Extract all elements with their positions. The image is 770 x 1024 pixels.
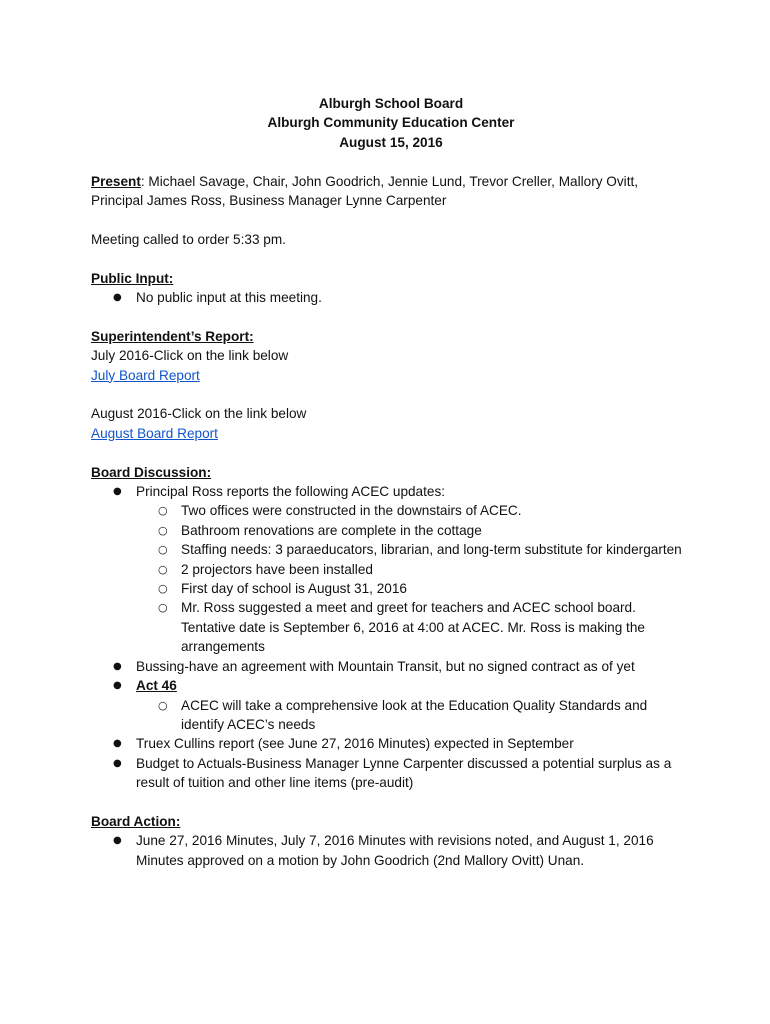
board-action-list	[91, 831, 691, 870]
list-item: ● Bussing-have an agreement with Mountain Transit, but no signed contract as of yet	[91, 657, 691, 676]
document-header	[91, 94, 691, 152]
public-input-heading: Public Input:	[91, 270, 174, 286]
list-item	[91, 676, 691, 734]
list-item	[91, 482, 691, 657]
list-item: ○ Bathroom renovations are complete in the cottage	[136, 521, 691, 540]
list-item: ○ First day of school is August 31, 2016	[136, 579, 691, 598]
august-report-text: August 2016-Click on the link below	[91, 406, 307, 422]
list-item: ○ Staffing needs: 3 paraeducators, librarian, and long-term substitute for kindergarten	[136, 540, 691, 559]
board-action-heading: Board Action:	[91, 813, 181, 829]
act-46-sublist	[136, 696, 691, 735]
list-item: ● June 27, 2016 Minutes, July 7, 2016 Minutes with revisions noted, and August 1, 2016 Minutes approved on a motion by John Goodrich (2nd Mallory Ovitt) Unan.	[91, 831, 691, 870]
august-board-report-link[interactable]: August Board Report	[91, 425, 218, 441]
header-date: August 15, 2016	[339, 134, 443, 150]
present-label: Present	[91, 173, 141, 189]
list-item: ○ Mr. Ross suggested a meet and greet for teachers and ACEC school board. Tentative date is September 6, 2016 at 4:00 at ACEC. Mr. Ross is making the arrangements	[136, 598, 691, 656]
list-item: ● Truex Cullins report (see June 27, 2016 Minutes) expected in September	[91, 734, 691, 753]
public-input-list	[91, 288, 691, 307]
list-item: ○ Two offices were constructed in the downstairs of ACEC.	[136, 501, 691, 520]
call-to-order: Meeting called to order 5:33 pm.	[91, 231, 286, 247]
header-title: Alburgh School Board	[318, 96, 464, 111]
list-item: ○ ACEC will take a comprehensive look at the Education Quality Standards and identify ACEC’s needs	[136, 696, 691, 735]
board-discussion-heading: Board Discussion:	[91, 464, 212, 480]
acec-updates-text: Principal Ross reports the following ACEC updates:	[136, 484, 446, 500]
superintendent-report-heading: Superintendent’s Report:	[91, 328, 254, 344]
list-item: ○ 2 projectors have been installed	[136, 560, 691, 579]
document-body	[91, 94, 691, 870]
act-46-label: Act 46	[136, 678, 177, 694]
july-board-report-link[interactable]: July Board Report	[91, 367, 200, 383]
board-discussion-list	[91, 482, 691, 793]
present-attendees: : Michael Savage, Chair, John Goodrich, Jennie Lund, Trevor Creller, Mallory Ovitt, Principal James Ross, Business Manager Lynne Carpenter	[91, 173, 639, 209]
present-paragraph	[91, 172, 691, 211]
acec-updates-sublist	[136, 501, 691, 656]
july-report-text: July 2016-Click on the link below	[91, 348, 289, 364]
header-location: Alburgh Community Education Center	[267, 115, 515, 131]
list-item: ● Budget to Actuals-Business Manager Lynne Carpenter discussed a potential surplus as a result of tuition and other line items (pre-audit)	[91, 754, 691, 793]
list-item: ● No public input at this meeting.	[91, 288, 691, 307]
